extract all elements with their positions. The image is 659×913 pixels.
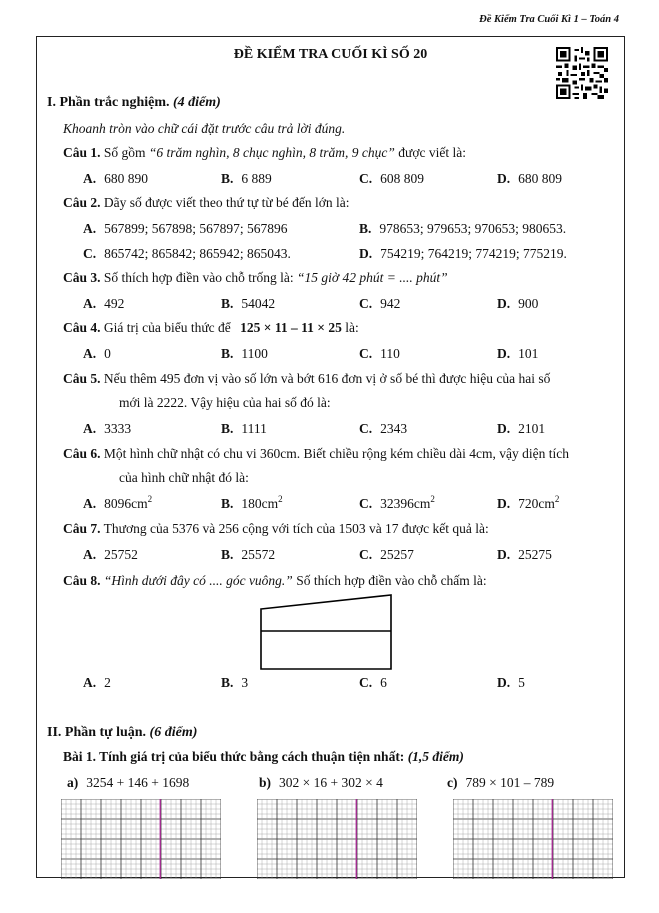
exam-frame <box>36 36 625 878</box>
question-1: Câu 1. Số gồm “6 trăm nghìn, 8 chục nghìn, 8 trăm, 9 chục” được viết là: <box>63 145 466 160</box>
option-c[interactable]: C. 608 809 <box>359 171 424 186</box>
option-c[interactable]: C. 110 <box>359 346 400 361</box>
page-title: ĐỀ KIỂM TRA CUỐI KÌ SỐ 20 <box>233 47 428 62</box>
expression: 125 × 11 – 11 × 25 <box>240 320 342 335</box>
trapezoid-figure <box>255 593 395 673</box>
question-4-options <box>83 346 623 364</box>
option-d[interactable]: D. 680 809 <box>497 171 562 186</box>
option-a[interactable]: A. 3333 <box>83 421 132 436</box>
question-8: Câu 8. “Hình dưới đây có .... góc vuông.” Số thích hợp điền vào chỗ chấm là: <box>63 573 487 588</box>
option-d[interactable]: D. 101 <box>497 346 539 361</box>
answer-grid-b[interactable] <box>257 799 417 879</box>
option-d[interactable]: D. 754219; 764219; 774219; 775219. <box>359 246 567 261</box>
option-c[interactable]: C. 25257 <box>359 547 414 562</box>
option-b[interactable]: B. 25572 <box>221 547 276 562</box>
option-d[interactable]: D. 2101 <box>497 421 546 436</box>
exercise-1b: b) 302 × 16 + 302 × 4 <box>259 775 383 790</box>
question-5-options <box>83 421 623 439</box>
option-a[interactable]: A. 567899; 567898; 567897; 567896 <box>83 221 288 236</box>
option-a[interactable]: A. 25752 <box>83 547 138 562</box>
option-a[interactable]: A. 0 <box>83 346 111 361</box>
question-7: Câu 7. Thương của 5376 và 256 cộng với tích của 1503 và 17 được kết quả là: <box>63 521 489 536</box>
exercise-1-heading: Bài 1. Tính giá trị của biểu thức bằng cách thuận tiện nhất: (1,5 điểm) <box>63 749 464 764</box>
running-header: Đề Kiểm Tra Cuối Kì 1 – Toán 4 <box>479 14 619 25</box>
question-6-options <box>83 496 623 514</box>
question-5: Câu 5. Nếu thêm 495 đơn vị vào số lớn và bớt 616 đơn vị ở số bé thì được hiệu của hai số <box>63 371 551 386</box>
option-b[interactable]: B. 1100 <box>221 346 268 361</box>
question-2-options-row1 <box>83 221 623 239</box>
question-8-options <box>83 675 623 693</box>
question-6: Câu 6. Một hình chữ nhật có chu vi 360cm. Biết chiều rộng kém chiều dài 4cm, vậy diện tích <box>63 446 569 461</box>
section-2-heading: II. Phần tự luận. (6 điểm) <box>47 725 198 740</box>
question-4: Câu 4. Giá trị của biểu thức để 125 × 11 – 11 × 25 là: <box>63 320 359 335</box>
option-b[interactable]: B. $180cm^2$ <box>221 494 283 511</box>
instruction: Khoanh tròn vào chữ cái đặt trước câu trả lời đúng. <box>63 121 346 136</box>
option-a[interactable]: A. 680 890 <box>83 171 148 186</box>
answer-grid-c[interactable] <box>453 799 613 879</box>
option-b[interactable]: B. 1111 <box>221 421 267 436</box>
option-d[interactable]: D. 900 <box>497 296 539 311</box>
option-c[interactable]: C. $32396cm^2$ <box>359 494 435 511</box>
exercise-1c: c) 789 × 101 – 789 <box>447 775 555 790</box>
option-b[interactable]: B. 6 889 <box>221 171 272 186</box>
option-b[interactable]: B. 978653; 979653; 970653; 980653. <box>359 221 567 236</box>
option-d[interactable]: D. $720cm^2$ <box>497 494 560 511</box>
question-3-options <box>83 296 623 314</box>
question-2: Câu 2. Dãy số được viết theo thứ tự từ bé đến lớn là: <box>63 195 350 210</box>
option-a[interactable]: A. 492 <box>83 296 125 311</box>
question-7-options <box>83 547 623 565</box>
option-d[interactable]: D. 5 <box>497 675 525 690</box>
option-a[interactable]: A. $8096cm^2$ <box>83 494 153 511</box>
option-c[interactable]: C. 6 <box>359 675 387 690</box>
option-d[interactable]: D. 25275 <box>497 547 552 562</box>
option-c[interactable]: C. 2343 <box>359 421 408 436</box>
exercise-1a: a) 3254 + 146 + 1698 <box>67 775 190 790</box>
option-c[interactable]: C. 942 <box>359 296 401 311</box>
option-c[interactable]: C. 865742; 865842; 865942; 865043. <box>83 246 291 261</box>
section-1-heading: I. Phần trắc nghiệm. (4 điểm) <box>47 95 221 110</box>
question-5-line2: mới là 2222. Vậy hiệu của hai số đó là: <box>119 395 331 410</box>
question-3: Câu 3. Số thích hợp điền vào chỗ trống là: “15 giờ 42 phút = .... phút” <box>63 270 448 285</box>
answer-grid-a[interactable] <box>61 799 221 879</box>
qr-code-icon <box>556 47 608 99</box>
option-a[interactable]: A. 2 <box>83 675 111 690</box>
option-b[interactable]: B. 54042 <box>221 296 276 311</box>
question-6-line2: của hình chữ nhật đó là: <box>119 470 249 485</box>
option-b[interactable]: B. 3 <box>221 675 249 690</box>
question-2-options-row2 <box>83 246 623 264</box>
question-1-options <box>83 171 623 189</box>
